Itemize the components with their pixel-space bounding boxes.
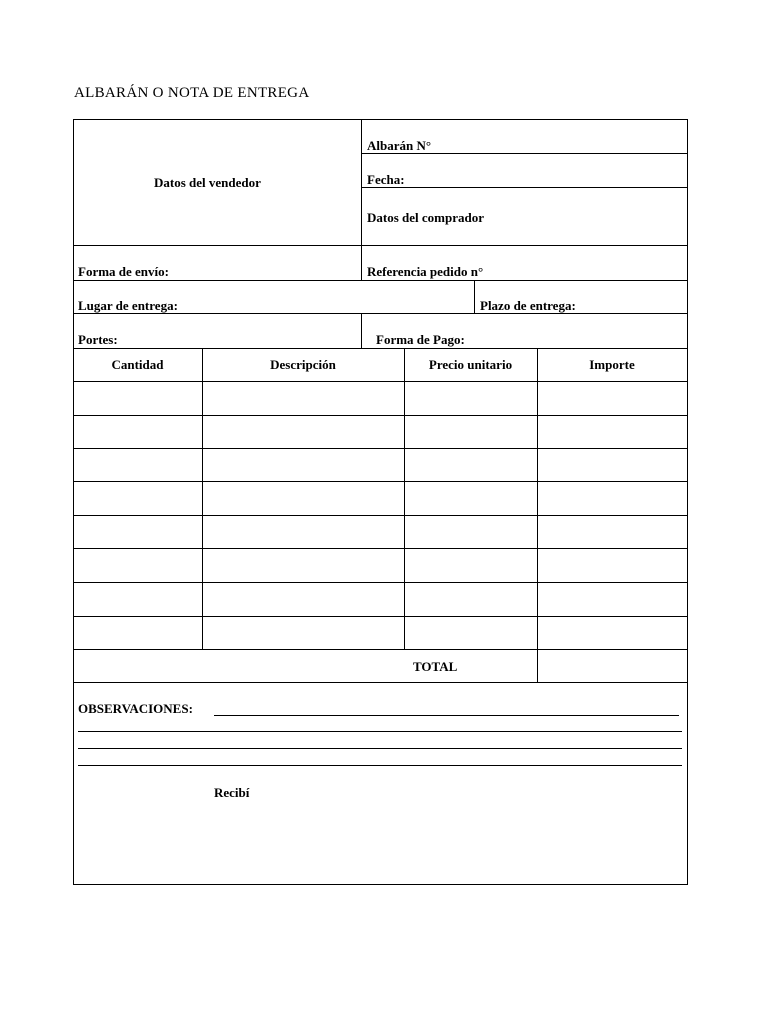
divider [73, 616, 688, 617]
divider [361, 153, 687, 154]
unit-price-cell[interactable] [408, 618, 533, 647]
amount-cell[interactable] [541, 417, 683, 446]
divider [361, 245, 362, 280]
column-header-amount: Importe [589, 357, 635, 372]
observations-line-2[interactable] [78, 731, 682, 732]
payment-method-label: Forma de Pago: [376, 332, 465, 347]
divider [361, 313, 362, 348]
quantity-cell[interactable] [77, 517, 198, 546]
column-header-description: Descripción [270, 357, 336, 372]
date-label: Fecha: [367, 172, 405, 187]
divider [73, 313, 688, 314]
divider [73, 682, 688, 683]
description-cell[interactable] [206, 618, 400, 647]
column-header-unit-price: Precio unitario [428, 357, 513, 372]
divider [474, 280, 475, 314]
quantity-cell[interactable] [77, 383, 198, 413]
divider [73, 548, 688, 549]
shipping-method-label: Forma de envío: [78, 264, 169, 279]
divider [73, 280, 688, 281]
description-cell[interactable] [206, 450, 400, 479]
amount-cell[interactable] [541, 483, 683, 513]
order-reference-label: Referencia pedido n° [367, 264, 484, 279]
column-header-quantity: Cantidad [111, 357, 164, 372]
description-cell[interactable] [206, 417, 400, 446]
divider [73, 245, 688, 246]
amount-cell[interactable] [541, 618, 683, 647]
description-cell[interactable] [206, 383, 400, 413]
seller-data-label: Datos del vendedor [154, 175, 261, 190]
divider [73, 348, 688, 349]
amount-cell[interactable] [541, 517, 683, 546]
observations-line-4[interactable] [78, 765, 682, 766]
divider [404, 348, 405, 649]
divider [73, 582, 688, 583]
description-cell[interactable] [206, 550, 400, 580]
description-cell[interactable] [206, 483, 400, 513]
divider [73, 448, 688, 449]
observations-line-3[interactable] [78, 748, 682, 749]
document-title: ALBARÁN O NOTA DE ENTREGA [74, 85, 310, 101]
total-label: TOTAL [413, 659, 458, 674]
albaran-number-label: Albarán N° [367, 138, 432, 153]
divider [202, 348, 203, 649]
unit-price-cell[interactable] [408, 550, 533, 580]
quantity-cell[interactable] [77, 618, 198, 647]
header-divider [361, 119, 362, 246]
divider [73, 481, 688, 482]
quantity-cell[interactable] [77, 584, 198, 614]
unit-price-cell[interactable] [408, 517, 533, 546]
received-label: Recibí [214, 785, 250, 800]
divider [73, 515, 688, 516]
quantity-cell[interactable] [77, 417, 198, 446]
divider [73, 649, 688, 650]
delivery-place-label: Lugar de entrega: [78, 298, 178, 313]
quantity-cell[interactable] [77, 483, 198, 513]
divider [361, 187, 687, 188]
quantity-cell[interactable] [77, 450, 198, 479]
observations-line-1[interactable] [214, 715, 679, 716]
amount-cell[interactable] [541, 584, 683, 614]
delivery-term-label: Plazo de entrega: [480, 298, 576, 313]
observations-label: OBSERVACIONES: [78, 701, 193, 716]
shipping-cost-label: Portes: [78, 332, 118, 347]
unit-price-cell[interactable] [408, 450, 533, 479]
unit-price-cell[interactable] [408, 483, 533, 513]
description-cell[interactable] [206, 584, 400, 614]
amount-cell[interactable] [541, 550, 683, 580]
buyer-data-label: Datos del comprador [367, 210, 484, 225]
divider [73, 381, 688, 382]
amount-cell[interactable] [541, 383, 683, 413]
quantity-cell[interactable] [77, 550, 198, 580]
description-cell[interactable] [206, 517, 400, 546]
unit-price-cell[interactable] [408, 417, 533, 446]
amount-cell[interactable] [541, 450, 683, 479]
divider [73, 415, 688, 416]
unit-price-cell[interactable] [408, 383, 533, 413]
unit-price-cell[interactable] [408, 584, 533, 614]
